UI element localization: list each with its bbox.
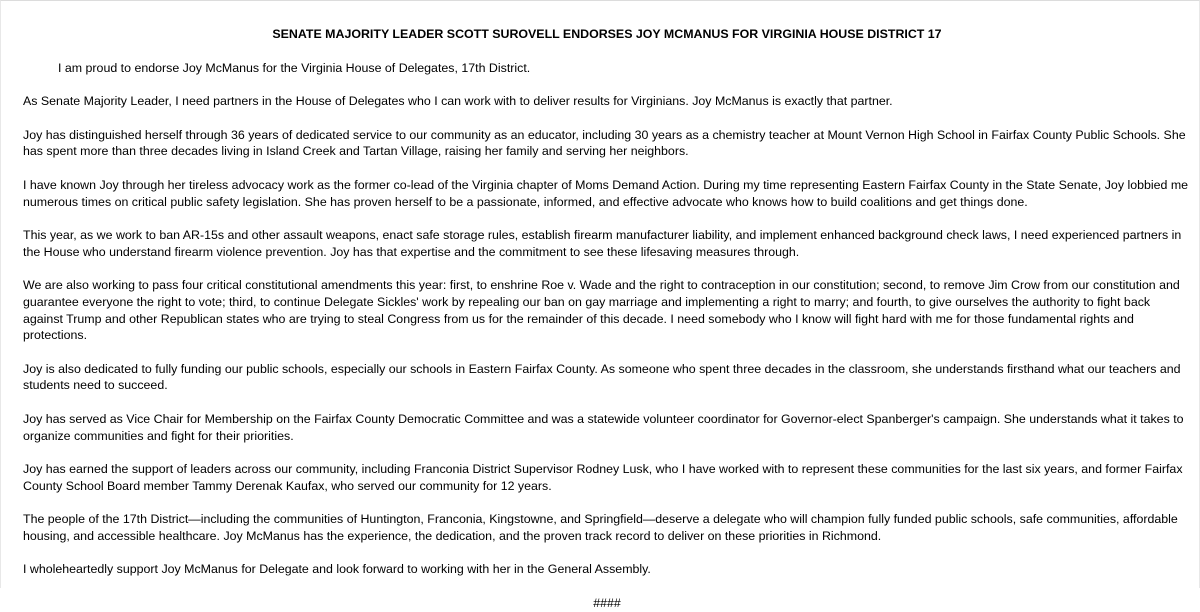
paragraph-advocacy: I have known Joy through her tireless advocacy work as the former co-lead of the Virginia chapter of Moms Demand Action. During my time representing Eastern Fairfax County in the State Senate, Joy lobbied me numerous times on critical public safety legislation. She has proven herself to be a passionate, informed, and effective advocate who knows how to build coalitions and get things done.: [23, 177, 1189, 209]
paragraph-closing: I wholeheartedly support Joy McManus for Delegate and look forward to working with her in the General Assembly.: [23, 562, 651, 577]
paragraph-firearm-legislation: This year, as we work to ban AR-15s and other assault weapons, enact safe storage rules, establish firearm manufacturer liability, and implement enhanced background check laws, I need experienced partners in the House who understand firearm violence prevention. Joy has that expertise and the commitment to see these lifesaving measures through.: [23, 228, 1182, 259]
paragraph-constitutional-amendments: We are also working to pass four critical constitutional amendments this year: first, to enshrine Roe v. Wade and the right to contraception in our constitution; second, to remove Jim Crow from our constitution and guarantee everyone the right to vote; third, to continue Delegate Sickles' work by repealing our ban on gay marriage and implementing a right to marry; and fourth, to give ourselves the authority to fight back against Trump and other Republican states who are trying to steal Congress from us for the remainder of this decade. I need somebody who I know will fight hard with me for those fundamental rights and protections.: [23, 278, 1180, 343]
document-body: [23, 26, 1191, 612]
end-mark: ####: [593, 596, 621, 611]
document-title: SENATE MAJORITY LEADER SCOTT SUROVELL ENDORSES JOY MCMANUS FOR VIRGINIA HOUSE DISTRICT 17: [272, 27, 942, 41]
paragraph-committee-service: Joy has served as Vice Chair for Membership on the Fairfax County Democratic Committee and was a statewide volunteer coordinator for Governor-elect Spanberger's campaign. She understands what it takes to organize communities and fight for their priorities.: [23, 411, 1184, 443]
paragraph-community-support: Joy has earned the support of leaders across our community, including Franconia District Supervisor Rodney Lusk, who I have worked with to represent these communities for the last six years, and former Fairfax County School Board member Tammy Derenak Kaufax, who served our community for 12 years.: [23, 462, 1183, 493]
paragraph-service: Joy has distinguished herself through 36 years of dedicated service to our community as an educator, including 30 years as a chemistry teacher at Mount Vernon High School in Fairfax County Public Schools. She has spent more than three decades living in Island Creek and Tartan Village, raising her family and serving her neighbors.: [23, 127, 1186, 159]
paragraph-endorsement: I am proud to endorse Joy McManus for the Virginia House of Delegates, 17th District.: [58, 60, 531, 75]
paragraph-partners: As Senate Majority Leader, I need partners in the House of Delegates who I can work with to deliver results for Virginians. Joy McManus is exactly that partner.: [23, 94, 893, 109]
paragraph-district-needs: The people of the 17th District—including the communities of Huntington, Franconia, Kingstowne, and Springfield—deserve a delegate who will champion fully funded public schools, safe communities, affordable housing, and accessible healthcare. Joy McManus has the experience, the dedication, and the proven track record to deliver on these priorities in Richmond.: [23, 512, 1178, 543]
paragraph-public-schools: Joy is also dedicated to fully funding our public schools, especially our schools in Eastern Fairfax County. As someone who spent three decades in the classroom, she understands firsthand what our teachers and students need to succeed.: [23, 361, 1181, 393]
